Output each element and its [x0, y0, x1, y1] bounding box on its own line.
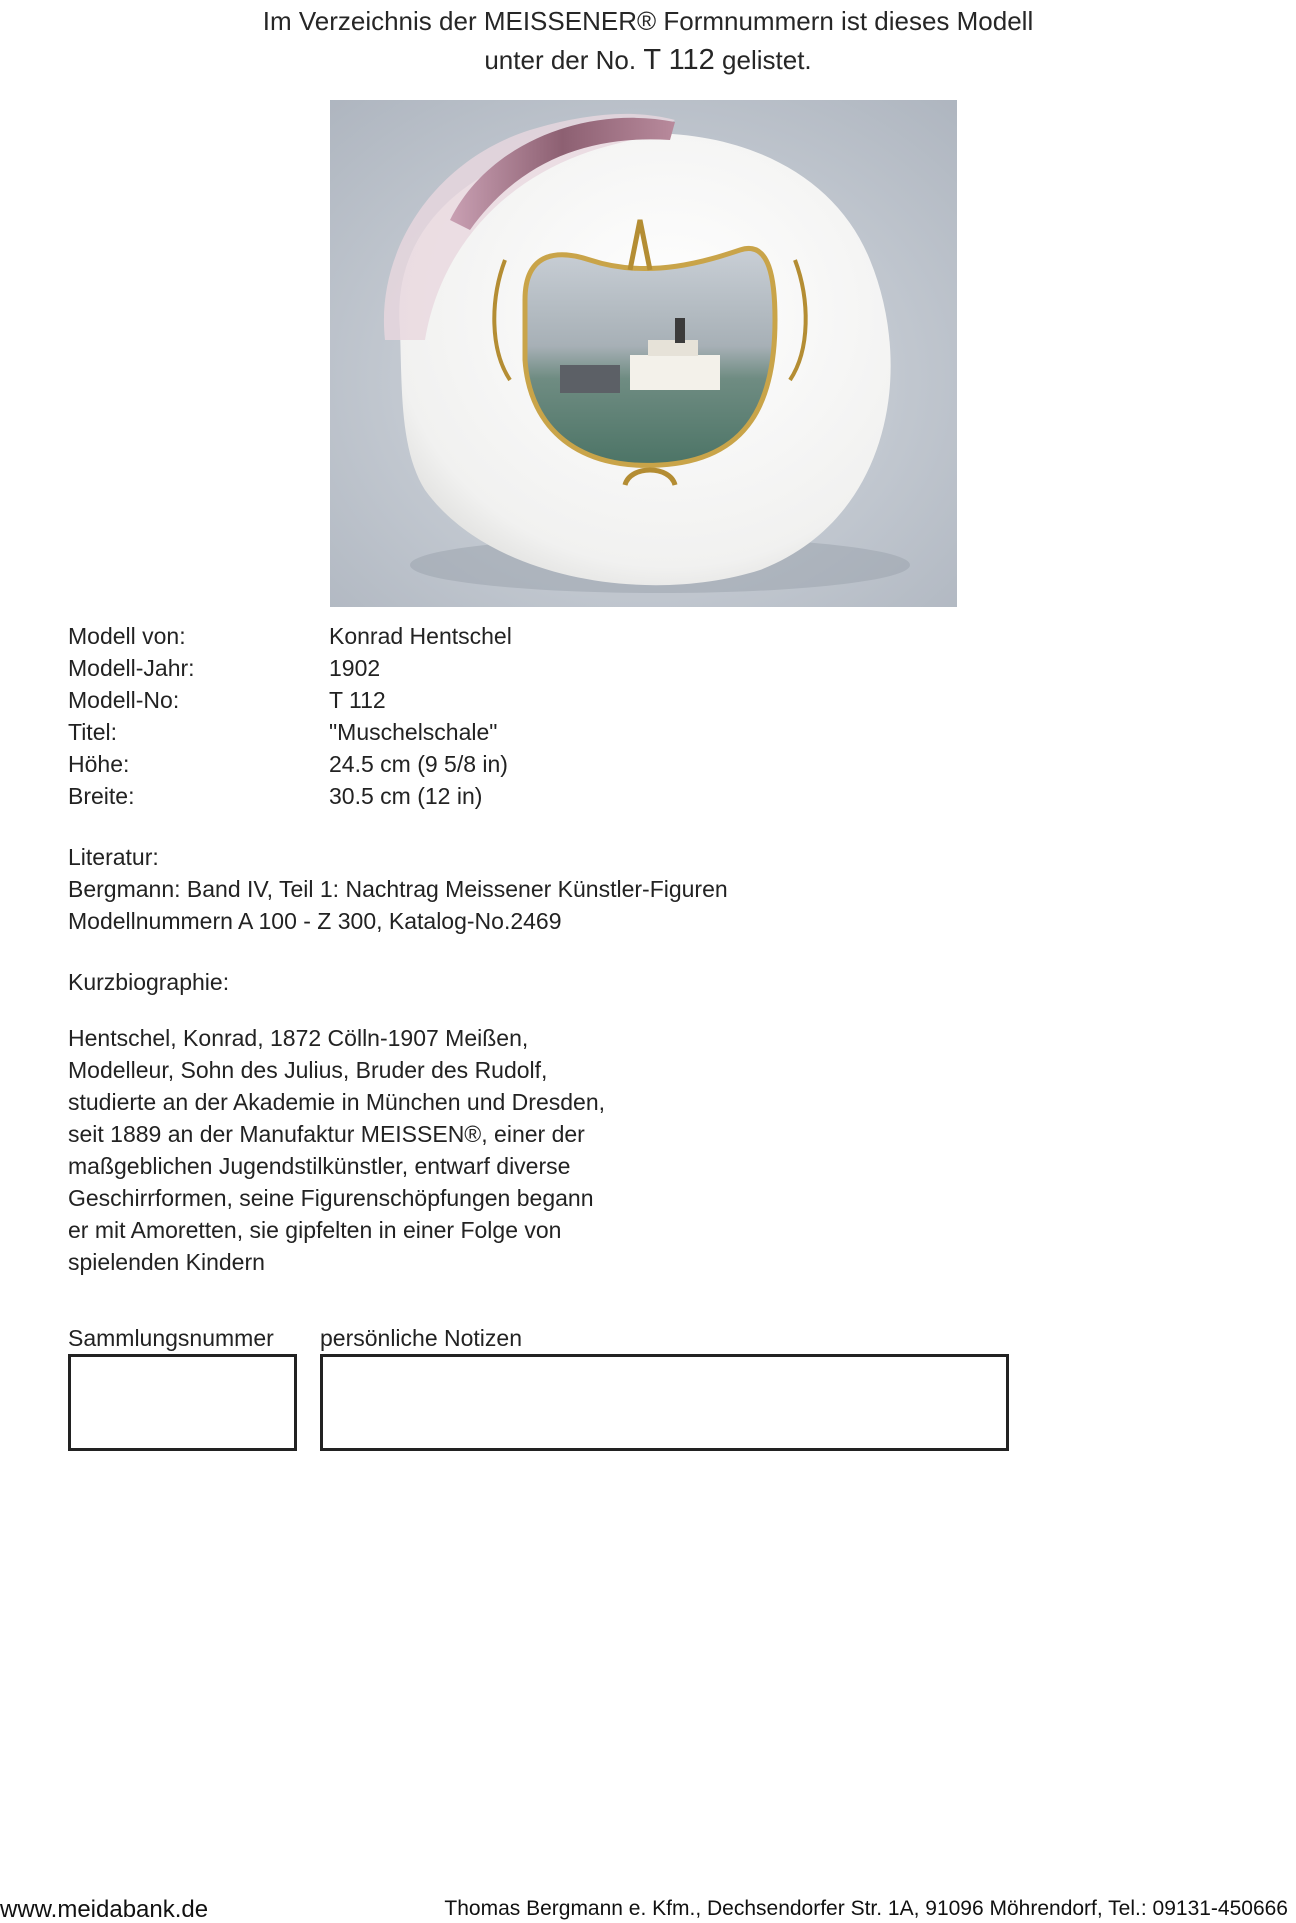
page-header [0, 2, 1296, 80]
header-model-number: T 112 [643, 44, 715, 76]
detail-row-breite [68, 780, 512, 812]
collection-number-label: Sammlungsnummer [68, 1325, 274, 1351]
biography-line: Hentschel, Konrad, 1872 Cölln-1907 Meißen, [68, 1025, 529, 1051]
detail-label: Modell-Jahr: [68, 655, 195, 681]
product-photo [330, 100, 957, 607]
detail-row-modell-no [68, 684, 512, 716]
detail-label: Titel: [68, 719, 117, 745]
header-line-1: Im Verzeichnis der MEISSENER® Formnummern ist dieses Modell [262, 6, 1034, 36]
detail-row-hoehe [68, 748, 512, 780]
biography-line: spielenden Kindern [68, 1249, 265, 1275]
detail-row-modell-von [68, 620, 512, 652]
literature-title: Literatur: [68, 844, 159, 870]
literature-line-1: Bergmann: Band IV, Teil 1: Nachtrag Meissener Künstler-Figuren [68, 876, 728, 902]
biography-title: Kurzbiographie: [68, 969, 230, 995]
biography-line: seit 1889 an der Manufaktur MEISSEN®, einer der [68, 1121, 585, 1147]
literature-section [68, 841, 728, 937]
header-line-2 [0, 41, 1296, 80]
personal-notes-label: persönliche Notizen [320, 1325, 523, 1351]
header-prefix: unter der No. [484, 45, 637, 75]
biography-line: er mit Amoretten, sie gipfelten in einer Folge von [68, 1217, 562, 1243]
collection-number-field[interactable] [68, 1354, 297, 1451]
biography-line: studierte an der Akademie in München und Dresden, [68, 1089, 605, 1115]
detail-value: 30.5 cm (12 in) [329, 783, 483, 809]
detail-value: 1902 [329, 655, 381, 681]
detail-value: "Muschelschale" [329, 719, 498, 745]
biography-text [68, 1022, 688, 1278]
detail-value: 24.5 cm (9 5/8 in) [329, 751, 508, 777]
literature-line-2: Modellnummern A 100 - Z 300, Katalog-No.2469 [68, 908, 562, 934]
detail-value: T 112 [329, 687, 386, 713]
personal-notes-field[interactable] [320, 1354, 1009, 1451]
detail-row-modell-jahr [68, 652, 512, 684]
footer-address: Thomas Bergmann e. Kfm., Dechsendorfer Str. 1A, 91096 Möhrendorf, Tel.: 09131-450666 [444, 1897, 1288, 1920]
header-suffix: gelistet. [722, 45, 812, 75]
detail-label: Breite: [68, 783, 135, 809]
biography-line: Geschirrformen, seine Figurenschöpfungen begann [68, 1185, 594, 1211]
biography-line: Modelleur, Sohn des Julius, Bruder des Rudolf, [68, 1057, 548, 1083]
biography-line: maßgeblichen Jugendstilkünstler, entwarf diverse [68, 1153, 571, 1179]
detail-label: Modell von: [68, 623, 186, 649]
detail-value: Konrad Hentschel [329, 623, 512, 649]
detail-label: Höhe: [68, 751, 130, 777]
detail-label: Modell-No: [68, 687, 180, 713]
details-table [68, 620, 512, 812]
footer-website[interactable]: www.meidabank.de [0, 1896, 209, 1923]
detail-row-titel [68, 716, 512, 748]
